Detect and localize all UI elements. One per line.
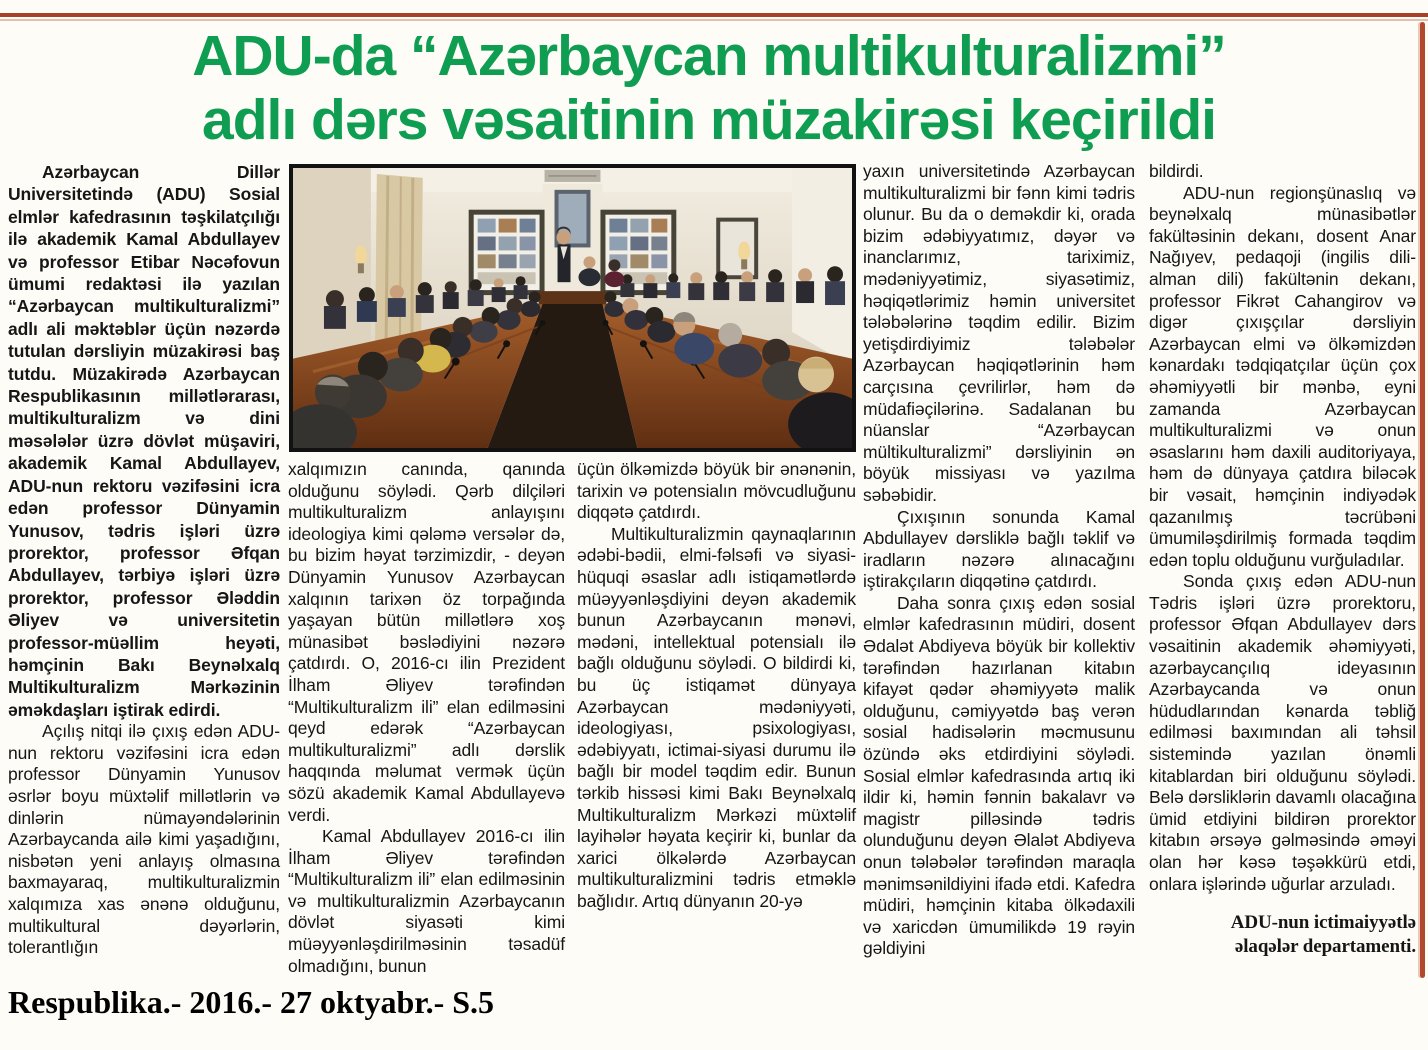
headline-line-2: adlı dərs vəsaitinin müzakirəsi keçirildi xyxy=(202,88,1216,152)
meeting-photo xyxy=(289,164,856,452)
right-margin-rule xyxy=(1420,22,1425,978)
article-column-4 xyxy=(863,161,1135,960)
paragraph: yaxın universitetində Azərbaycan multikulturalizmi bir fənn kimi tədris olunur. Bu da o deməkdir ki, orada bizim ədəbiyyatımız, dəyər və inanclarımız, tariximiz, mədəniyyətimiz, siyasətimiz, həqiqətlərimiz həmin universitet tələbələrinə təqdim edilir. Bizim yetişdirdiyimiz tələbələr Azərbaycan həqiqətlərinin həm carçısına çevrilirlər, həm də müdafiəçilərinə. Sadalanan bu nüanslar “Azərbaycan mültikulturalizmi” dərsliyinin ən böyük missiyası və yazılma səbəbidir. xyxy=(863,161,1135,505)
article-column-5 xyxy=(1149,161,1416,959)
top-rule-shadow xyxy=(0,19,1428,21)
byline-line-1: ADU-nun ictimaiyyətlə xyxy=(1230,912,1416,934)
headline-line-1: ADU-da “Azərbaycan multikulturalizmi” xyxy=(192,24,1226,88)
paragraph: ADU-nun regionşünaslıq və beynəlxalq münasibətlər fakültəsinin dekanı, dosent Anar Nağıyev, pedaqoji (ingilis dili-alman dili) fakültənin dekanı, professor Fikrət Cahangirov və digər çıxışçılar dərsliyin Azərbaycan elmi və ölkəmizdən kənardakı tədqiqatçılar üçün çox əhəmiyyətli bir mənbə, eyni zamanda Azərbaycan multikulturalizmi və onun əsaslarını həm daxili auditoriyaya, həm də dünyaya çatdıra biləcək bir vəsait, həmçinin indiyədək qazanılmış təcrübəni ümumiləşdirilmiş formada təqdim edən toplu olduğunu vurğuladılar. xyxy=(1149,182,1416,570)
paragraph: üçün ölkəmizdə böyük bir ənənənin, tarixin və potensialın mövcudluğunu diqqətə çatdırdı. xyxy=(577,459,856,523)
paragraph: xalqımızın canında, qanında olduğunu söylədi. Qərb dilçiləri multikulturalizm anlayışını ideologiya kimi qələmə versələr də, bu bizim həyat tərzimizdir, - deyən Dünyamin Yunusov Azərbaycan xalqının tarixən öz torpağında yaşayan bütün millətlərə xoş münasibət bəslədiyini nəzərə çatdırdı. O, 2016-cı ilin Prezident İlham Əliyev tərəfindən “Multikulturalizm ili” elan edilməsini qeyd edərək “Azərbaycan multikulturalizmi” adlı dərslik haqqında məlumat vermək üçün sözü akademik Kamal Abdullayevə verdi. xyxy=(288,459,565,825)
article-column-3 xyxy=(577,459,856,912)
top-rule xyxy=(0,13,1428,17)
paragraph: Multikulturalizmin qaynaqlarının ədəbi-bədii, elmi-fəlsəfi və siyasi-hüquqi əsaslar adlı istiqamətlərdə müəyyənləşdiyini deyən akademik bunun Azərbaycanın mənəvi, mədəni, intellektual potensialı ilə bağlı olduğunu söylədi. O bildirdi ki, bu üç istiqamət dünyaya Azərbaycan mədəniyyəti, ideologiyası, psixologiyası, ədəbiyyatı, ictimai-siyasi durumu ilə bağlı bir model təqdim edir. Bunun tərkib hissəsi kimi Bakı Beynəlxalq Multikulturalizm Mərkəzi müxtəlif layihələr həyata keçirir ki, bunlar da xarici ölkələrdə Azərbaycan multikulturalizmini tədris etməklə bağlıdır. Artıq dünyanın 20-yə xyxy=(577,523,856,911)
paragraph: Daha sonra çıxış edən sosial elmlər kafedrasının müdiri, dosent Ədalət Abdiyeva böyük bir kollektiv tərəfindən hazırlanan kitabın kifayət qədər əhəmiyyətə malik olduğunu, cəmiyyətdə baş verən sosial hadisələrin məcmusunu özündə əks etdirdiyini söylədi. Sosial elmlər kafedrasında artıq iki ildir ki, həmin fənnin bakalavr və magistr pilləsində tədris olunduğunu deyən Əlalət Abdiyeva onun tələbələr tərəfindən maraqla mənimsənildiyini ifadə etdi. Kafedra müdiri, həmçinin kitaba ölkədaxili və xaricdən ümumilikdə 19 rəyin gəldiyini xyxy=(863,592,1135,959)
article-byline xyxy=(1149,911,1416,959)
article-column-1 xyxy=(8,161,280,959)
byline-line-2: əlaqələr departamenti. xyxy=(1234,936,1416,958)
paragraph: Çıxışının sonunda Kamal Abdullayev dərsliklə bağlı təklif və iradların nəzərə alınacağını iştirakçıların diqqətinə çatdırdı. xyxy=(863,506,1135,592)
paragraph: Kamal Abdullayev 2016-cı ilin İlham Əliyev tərəfindən “Multikulturalizm ili” elan edilməsinin və multikulturalizmin Azərbaycanın dövlət siyasəti kimi müəyyənləşdirilməsinin təsadüf olmadığını, bunun xyxy=(288,826,565,976)
lede-paragraph: Azərbaycan Dillər Universitetində (ADU) Sosial elmlər kafedrasının təşkilatçılığı ilə akademik Kamal Abdullayev və professor Etibar Nəcəfovun ümumi redaktəsi ilə yazılan “Azərbaycan multikulturalizmi” adlı ali məktəblər üçün nəzərdə tutulan dərsliyin müzakirəsi baş tutdu. Müzakirədə Azərbaycan Respublikasının millətlərarası, multikulturalizm və dini məsələlər üzrə dövlət müşaviri, akademik Kamal Abdullayev, ADU-nun rektoru vəzifəsini icra edən professor Dünyamin Yunusov, tədris işləri üzrə prorektor, professor Əfqan Abdullayev, tərbiyə işləri üzrə prorektor, professor Ələddin Əliyev və universitetin professor-müəllim heyəti, həmçinin Bakı Beynəlxalq Multikulturalizm Mərkəzinin əməkdaşları iştirak edirdi. xyxy=(8,162,280,720)
article-column-2 xyxy=(288,459,565,977)
meeting-room-illustration xyxy=(293,168,852,448)
article-headline xyxy=(0,24,1418,152)
paragraph: Açılış nitqi ilə çıxış edən ADU-nun rektoru vəzifəsini icra edən professor Dünyamin Yunusov əsrlər boyu müxtəlif millətlərin və dinlərin nümayəndələrinin Azərbaycanda ailə kimi yaşadığını, nisbətən yeni anlayış olmasına baxmayaraq, multikulturalizmin xalqımıza xas ənənə olduğunu, multikultural dəyərlərin, tolerantlığın xyxy=(8,721,280,958)
paragraph: Sonda çıxış edən ADU-nun Tədris işləri üzrə prorektoru, professor Əfqan Abdullayev dərs vəsaitinin akademik əhəmiyyəti, azərbaycançılıq ideyasının Azərbaycanda və onun hüdudlarından kənarda təbliğ edilməsi baxımından ali təhsil sistemində yazılan önəmli kitablardan biri olduğunu söylədi. Belə dərsliklərin davamlı olacağına ümid etdiyini bildirən prorektor kitabın ərsəyə gəlməsində əməyi olan hər kəsə təşəkkürü etdi, onlara işlərində uğurlar arzuladı. xyxy=(1149,571,1416,894)
source-citation: Respublika.- 2016.- 27 oktyabr.- S.5 xyxy=(8,984,495,1020)
paragraph: bildirdi. xyxy=(1149,161,1204,181)
